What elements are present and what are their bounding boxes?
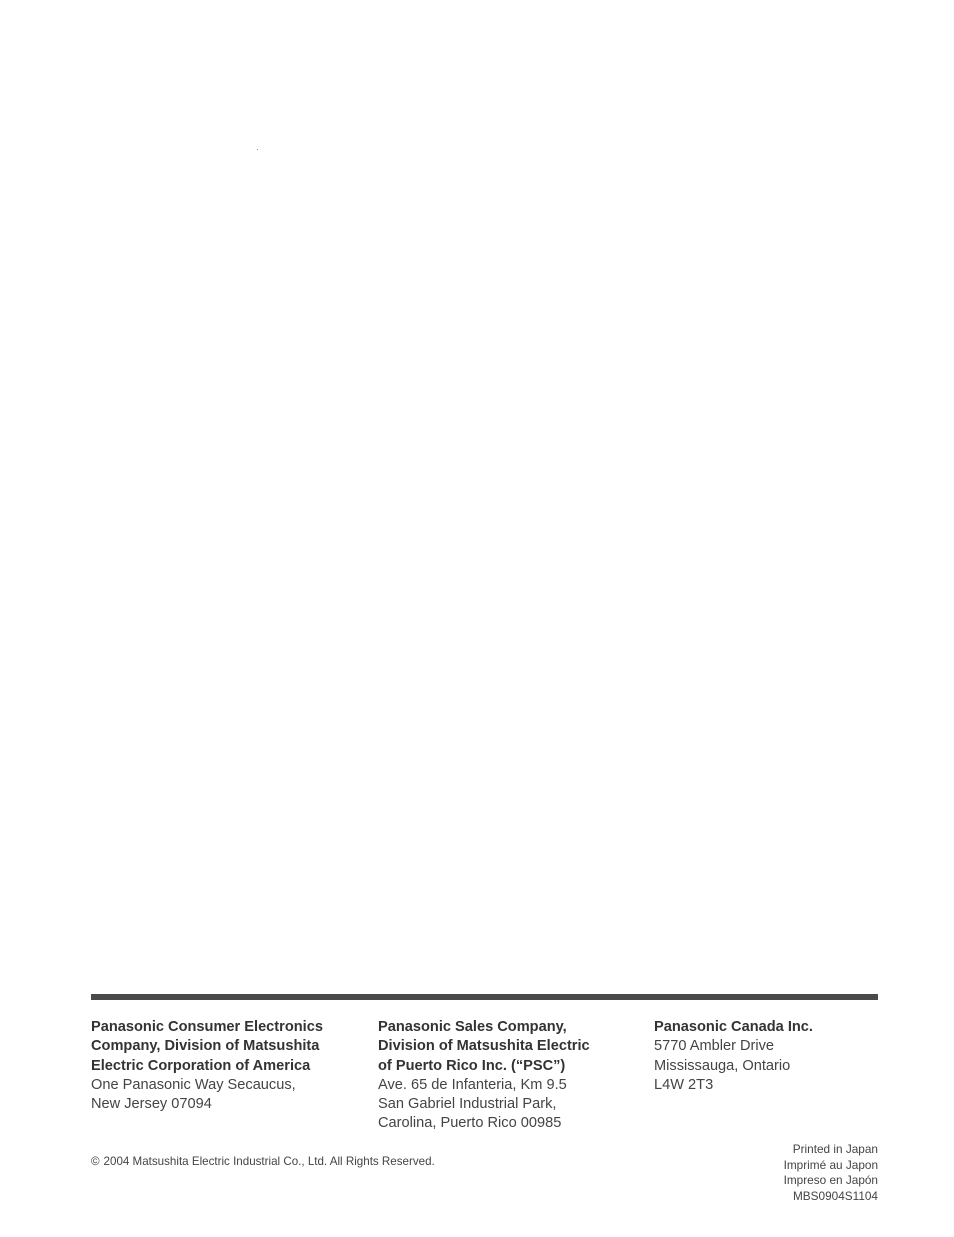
office-usa	[91, 1018, 361, 1114]
printed-in-french: Imprimé au Japon	[783, 1157, 878, 1172]
printed-in-block	[784, 1142, 878, 1204]
copyright-icon: ©	[91, 1155, 100, 1168]
office-name: Panasonic Canada Inc.	[654, 1019, 813, 1035]
office-canada	[654, 1018, 874, 1095]
printed-in-spanish: Impreso en Japón	[783, 1173, 878, 1187]
speck-mark	[257, 149, 258, 150]
copyright-text: 2004 Matsushita Electric Industrial Co., Ltd. All Rights Reserved.	[103, 1155, 435, 1168]
office-address: One Panasonic Way Secaucus, New Jersey 07094	[91, 1076, 296, 1113]
office-address: 5770 Ambler Drive Mississauga, Ontario L4W 2T3	[654, 1038, 791, 1093]
office-name: Panasonic Consumer Electronics Company, Division of Matsushita Electric Corporation of America	[91, 1019, 323, 1074]
copyright-notice	[91, 1155, 435, 1168]
office-address: Ave. 65 de Infanteria, Km 9.5 San Gabriel Industrial Park, Carolina, Puerto Rico 00985	[378, 1076, 567, 1132]
footer-rule	[91, 994, 878, 1000]
printed-in-english: Printed in Japan	[792, 1142, 878, 1156]
document-code: MBS0904S1104	[792, 1188, 878, 1203]
office-name: Panasonic Sales Company, Division of Matsushita Electric of Puerto Rico Inc. (“PSC”)	[378, 1019, 590, 1074]
office-puerto-rico	[378, 1018, 638, 1134]
